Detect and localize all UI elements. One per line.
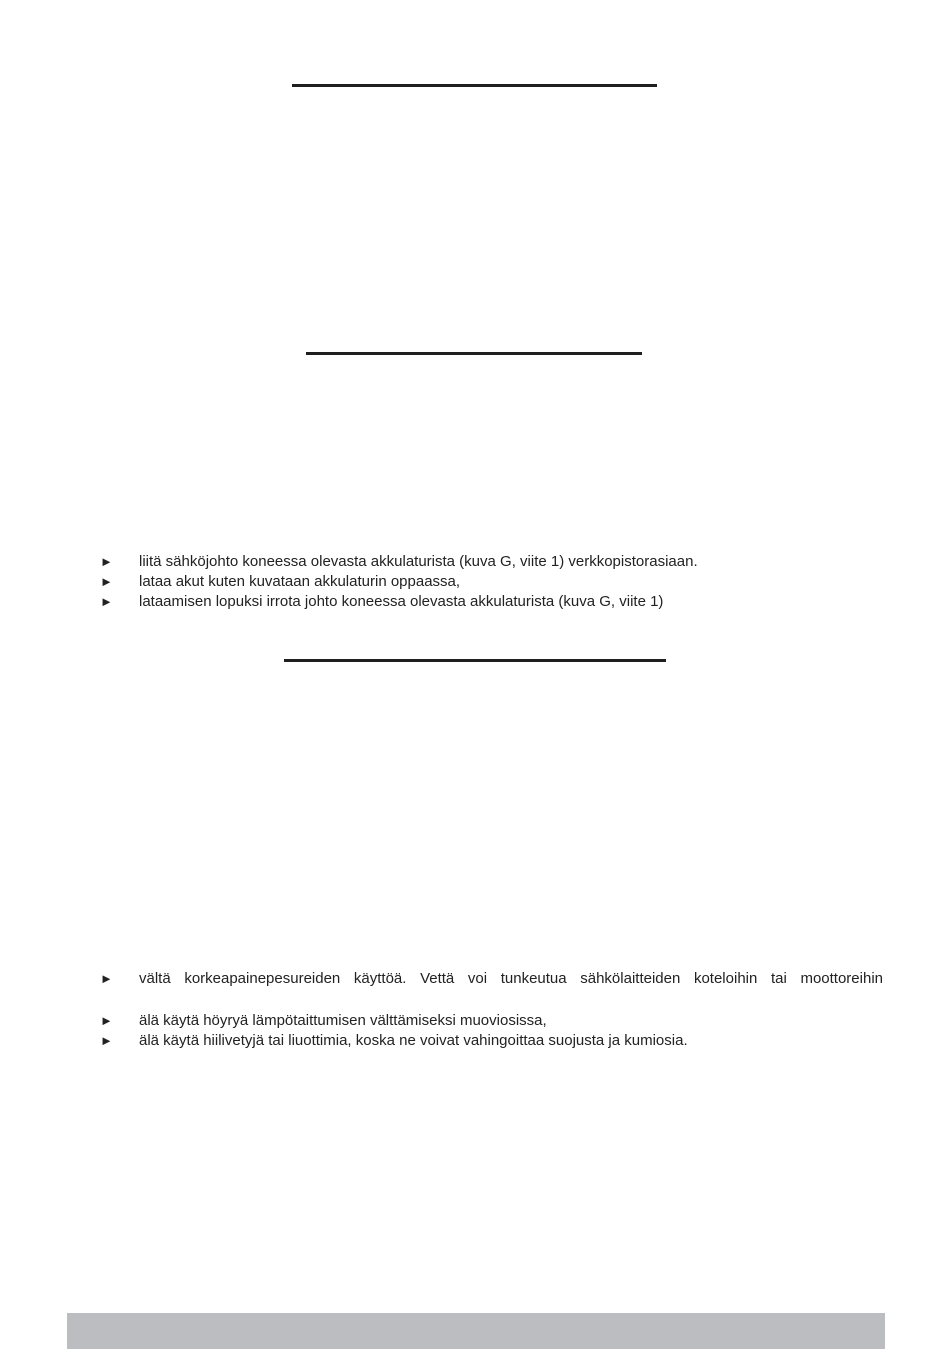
- list-item-text: lataa akut kuten kuvataan akkulaturin oppaassa,: [139, 573, 461, 590]
- list-item: [100, 1031, 890, 1051]
- section-heading-rule: [306, 352, 642, 355]
- bullet-arrow-icon: ►: [100, 554, 113, 569]
- list-item: [100, 969, 883, 989]
- list-item: [100, 552, 890, 572]
- charging-instructions-list: [100, 552, 890, 612]
- list-item: [100, 572, 890, 592]
- section-heading-rule: [292, 84, 657, 87]
- cleaning-instructions-list: [100, 969, 890, 1051]
- bullet-arrow-icon: ►: [100, 594, 113, 609]
- list-item-text: liitä sähköjohto koneessa olevasta akkulaturista (kuva G, viite 1) verkkopistorasiaan.: [139, 553, 698, 570]
- list-item-text: älä käytä höyryä lämpötaittumisen välttämiseksi muoviosissa,: [139, 1012, 547, 1029]
- bullet-arrow-icon: ►: [100, 1013, 113, 1028]
- list-item-text: lataamisen lopuksi irrota johto koneessa olevasta akkulaturista (kuva G, viite 1): [139, 593, 664, 610]
- section-heading-rule: [284, 659, 666, 662]
- list-item-text: vältä korkeapainepesureiden käyttöä. Vettä voi tunkeutua sähkölaitteiden koteloihin tai moottoreihin: [139, 970, 883, 987]
- page-footer-bar: [67, 1313, 885, 1349]
- list-item: [100, 592, 890, 612]
- bullet-arrow-icon: ►: [100, 971, 113, 986]
- bullet-arrow-icon: ►: [100, 574, 113, 589]
- bullet-arrow-icon: ►: [100, 1033, 113, 1048]
- list-item-text: älä käytä hiilivetyjä tai liuottimia, koska ne voivat vahingoittaa suojusta ja kumiosia.: [139, 1032, 688, 1049]
- list-item: [100, 1011, 890, 1031]
